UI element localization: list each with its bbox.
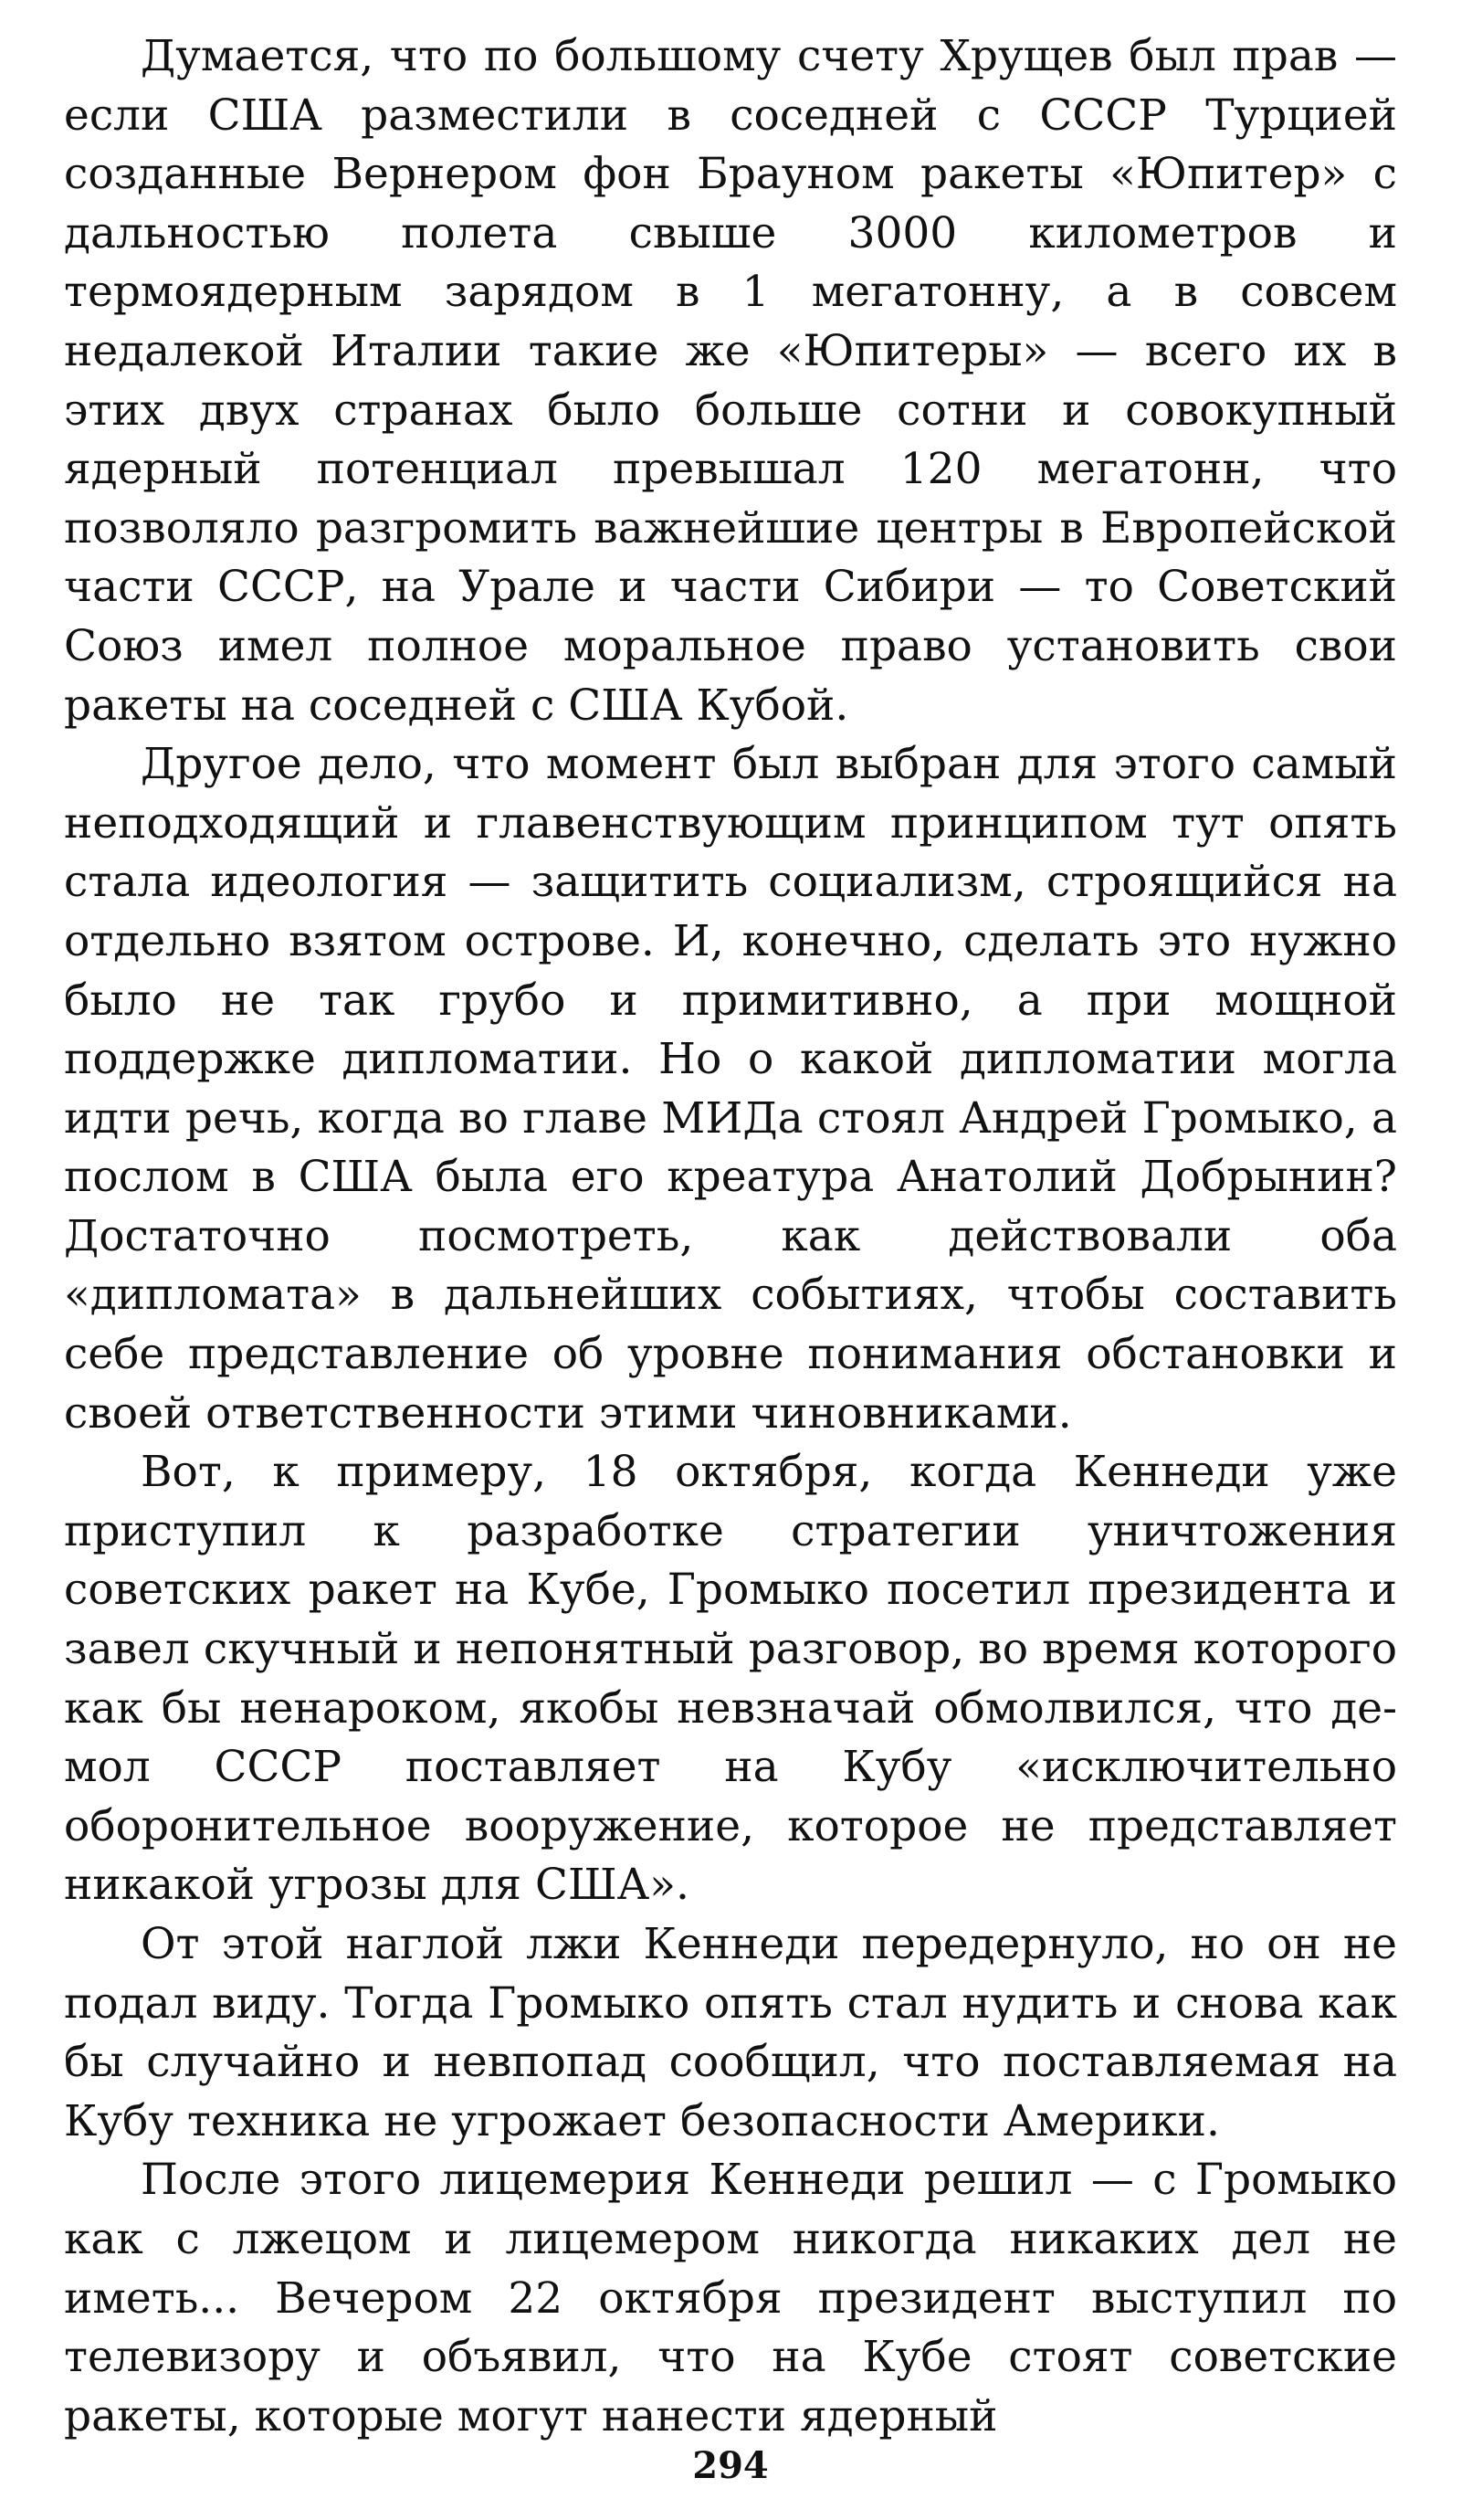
- paragraph-5: После этого лицемерия Кеннеди решил — с Громыко как с лжецом и лицемером никогда никаких дел не иметь... Вечером 22 октября президент выступил по телевизору и объявил, что на Кубе стоят советские ракеты, которые могут нанести ядерный: [64, 2155, 1397, 2441]
- body-text: [64, 27, 1397, 2446]
- paragraph-4: От этой наглой лжи Кеннеди передернуло, но он не подал виду. Тогда Громыко опять стал нудить и снова как бы случайно и невпопад сообщил, что поставляемая на Кубу техника не угрожает безопасности Америки.: [64, 1919, 1397, 2146]
- paragraph-3: Вот, к примеру, 18 октября, когда Кеннеди уже приступил к разработке стратегии уничтожения советских ракет на Кубе, Громыко посетил президента и завел скучный и непонятный разговор, во время которого как бы ненароком, якобы невзначай обмолвился, что де-мол СССР поставляет на Кубу «исключительно оборонительное вооружение, которое не представляет никакой угрозы для США».: [64, 1447, 1397, 1911]
- paragraph-1: Думается, что по большому счету Хрущев был прав — если США разместили в соседней с СССР Турцией созданные Вернером фон Брауном ракеты «Юпитер» с дальностью полета свыше 3000 километров и термоядерным зарядом в 1 мегатонну, а в совсем недалекой Италии такие же «Юпитеры» — всего их в этих двух странах было больше сотни и совокупный ядерный потенциал превышал 120 мегатонн, что позволяло разгромить важнейшие центры в Европейской части СССР, на Урале и части Сибири — то Советский Союз имел полное моральное право установить свои ракеты на соседней с США Кубой.: [64, 31, 1397, 731]
- paragraph-2: Другое дело, что момент был выбран для этого самый неподходящий и главенствующим принципом тут опять стала идеология — защитить социализм, строящийся на отдельно взятом острове. И, конечно, сделать это нужно было не так грубо и примитивно, а при мощной поддержке дипломатии. Но о какой дипломатии могла идти речь, когда во главе МИДа стоял Андрей Громыко, а послом в США была его креатура Анатолий Добрынин? Достаточно посмотреть, как действовали оба «дипломата» в дальнейших событиях, чтобы составить себе представление об уровне понимания обстановки и своей ответственности этими чиновниками.: [64, 739, 1397, 1439]
- page-number: 294: [692, 2444, 769, 2487]
